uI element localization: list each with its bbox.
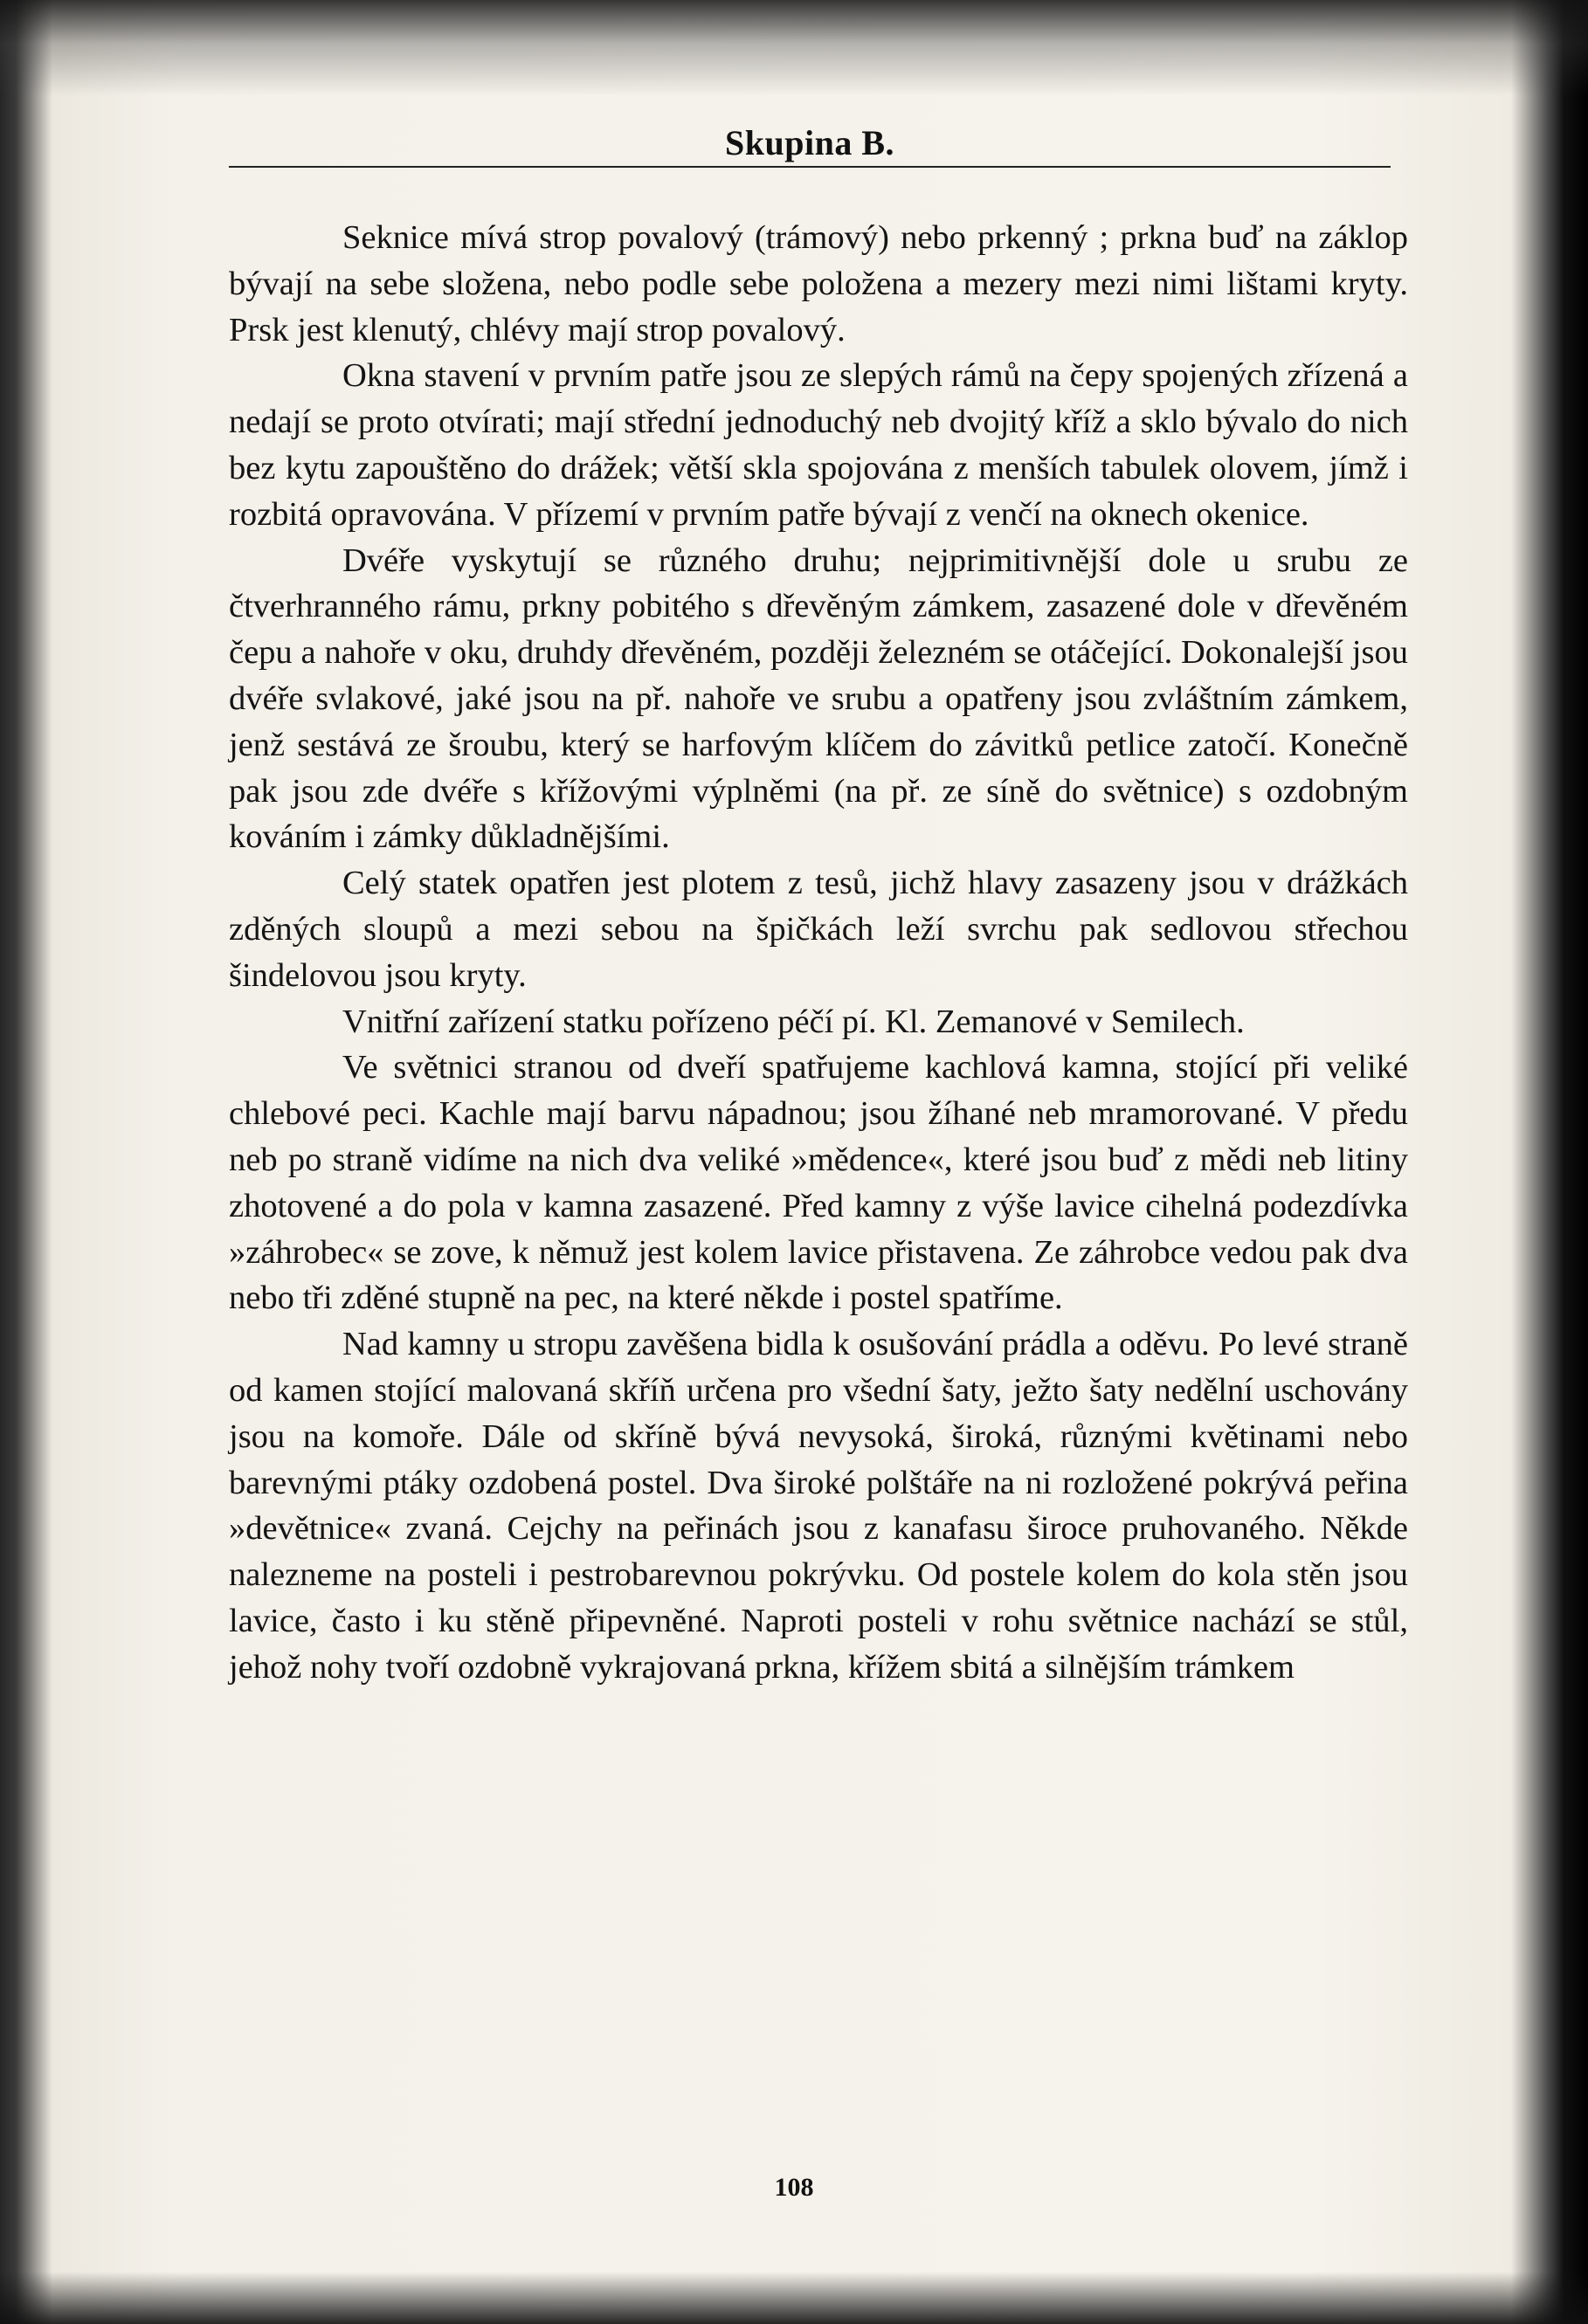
- paragraph-4: Celý statek opatřen jest plotem z tesů, jichž hlavy zasazeny jsou v drážkách zděných sloupů a mezi sebou na špičkách leží svrchu pak sedlovou střechou šindelovou jsou kryty.: [229, 865, 1408, 994]
- page-number: 108: [774, 2173, 814, 2202]
- scan-bottom-shadow: [0, 2272, 1588, 2324]
- paragraph-6: Ve světnici stranou od dveří spatřujeme kachlová kamna, stojící při veliké chlebové peci. Kachle mají barvu nápadnou; jsou žíhané neb mramorované. V předu neb po straně vidíme na nich dva veliké »mědence«, které jsou buď z mědi neb litiny zhotovené a do pola v kamna zasazené. Před kamny z výše lavice cihelná podezdívka »záhrobec« se zove, k němuž jest kolem lavice přistavena. Ze záhrobce vedou pak dva nebo tři zděné stupně na pec, na které někde i postel spatříme.: [229, 1049, 1408, 1317]
- paragraph-2: Okna stavení v prvním patře jsou ze slepých rámů na čepy spojených zřízená a nedají se proto otvírati; mají střední jednoduchý neb dvojitý kříž a sklo bývalo do nich bez kytu zapouštěno do drážek; větší skla spojována z menších tabulek olovem, jímž i rozbitá opravována. V přízemí v prvním patře bývají z venčí na oknech okenice.: [229, 357, 1408, 533]
- scan-top-shadow: [0, 0, 1588, 96]
- paragraph-1: Seknice mívá strop povalový (trámový) nebo prkenný ; prkna buď na záklop bývají na sebe složena, nebo podle sebe položena a mezery mezi nimi lištami kryty. Prsk jest klenutý, chlévy mají strop povalový.: [229, 219, 1408, 348]
- running-header: [229, 122, 1391, 168]
- body-text: [229, 215, 1408, 1691]
- header-title: Skupina B.: [724, 123, 895, 162]
- header-rule: [229, 166, 1391, 168]
- paragraph-7: Nad kamny u stropu zavěšena bidla k osušování prádla a oděvu. Po levé straně od kamen stojící malovaná skříň určena pro všední šaty, ježto šaty nedělní uschovány jsou na komoře. Dále od skříně bývá nevysoká, široká, různými květinami nebo barevnými ptáky ozdobená postel. Dva široké polštáře na ni rozložené pokrývá peřina »devětnice« zvaná. Cejchy na peřinách jsou z kanafasu široce pruhovaného. Někde nalezneme na posteli i pestrobarevnou pokrývku. Od postele kolem do kola stěn jsou lavice, často i ku stěně připevněné. Naproti posteli v rohu světnice nachází se stůl, jehož nohy tvoří ozdobně vykrajovaná prkna, křížem sbitá a silnějším trámkem: [229, 1326, 1408, 1686]
- paragraph-3: Dvéře vyskytují se různého druhu; nejprimitivnější dole u srubu ze čtverhranného rámu, prkny pobitého s dřevěným zámkem, zasazené dole v dřevěném čepu a nahoře v oku, druhdy dřevěném, později železném se otáčející. Dokonalejší jsou dvéře svlakové, jaké jsou na př. nahoře ve srubu a opatřeny jsou zvláštním zámkem, jenž sestává ze šroubu, který se harfovým klíčem do závitků petlice zatočí. Konečně pak jsou zde dvéře s křížovými výplněmi (na př. ze síně do světnice) s ozdobným kováním i zámky důkladnějšími.: [229, 541, 1408, 856]
- paragraph-5: Vnitřní zařízení statku pořízeno péčí pí. Kl. Zemanové v Semilech.: [342, 1003, 1245, 1040]
